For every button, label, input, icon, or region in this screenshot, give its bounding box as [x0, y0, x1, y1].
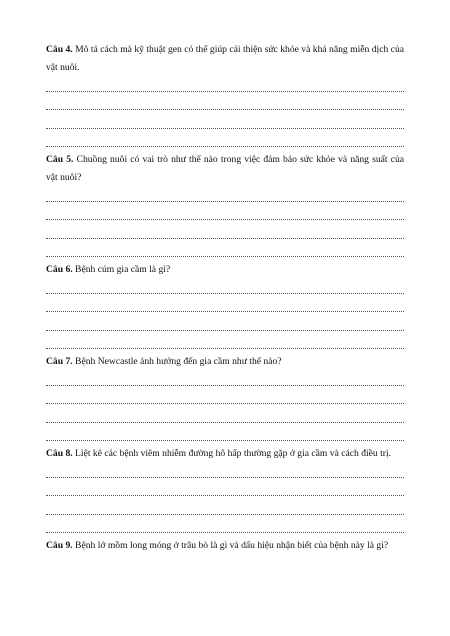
question-8-label: Câu 8. — [46, 448, 73, 459]
answer-line[interactable] — [46, 187, 404, 206]
answer-line[interactable] — [46, 77, 404, 96]
question-7-answer-area[interactable] — [46, 371, 404, 445]
question-7-label: Câu 7. — [46, 356, 73, 367]
answer-line[interactable] — [46, 390, 404, 409]
answer-line[interactable] — [46, 133, 404, 152]
answer-line[interactable] — [46, 316, 404, 335]
question-4 — [46, 41, 404, 151]
answer-line[interactable] — [46, 408, 404, 427]
question-8-answer-area[interactable] — [46, 463, 404, 537]
question-9-text — [46, 537, 404, 555]
answer-line[interactable] — [46, 114, 404, 133]
answer-line[interactable] — [46, 427, 404, 446]
question-4-label: Câu 4. — [46, 44, 73, 55]
question-7 — [46, 353, 404, 445]
answer-line[interactable] — [46, 206, 404, 225]
question-4-body: Mô tả cách mà kỹ thuật gen có thể giúp cải thiện sức khỏe và khả năng miễn dịch của vật nuôi. — [46, 44, 404, 73]
question-8 — [46, 445, 404, 537]
question-4-answer-area[interactable] — [46, 77, 404, 151]
question-9-label: Câu 9. — [46, 540, 73, 551]
question-6-text — [46, 261, 404, 279]
answer-line[interactable] — [46, 243, 404, 262]
question-8-text — [46, 445, 404, 463]
question-5-body: Chuồng nuôi có vai trò như thế nào trong việc đảm bảo sức khỏe và năng suất của vật nuôi? — [46, 154, 405, 183]
answer-line[interactable] — [46, 463, 404, 482]
answer-line[interactable] — [46, 96, 404, 115]
question-9-body: Bệnh lở mồm long móng ở trâu bò là gì và dấu hiệu nhận biết của bệnh này là gì? — [72, 540, 389, 551]
question-5-answer-area[interactable] — [46, 187, 404, 261]
question-5-label: Câu 5. — [46, 154, 74, 165]
answer-line[interactable] — [46, 519, 404, 538]
question-6-answer-area[interactable] — [46, 279, 404, 353]
answer-line[interactable] — [46, 335, 404, 354]
question-8-body: Liệt kê các bệnh viêm nhiễm đường hô hấp thường gặp ở gia cầm và cách điều trị. — [72, 448, 392, 459]
answer-line[interactable] — [46, 298, 404, 317]
answer-line[interactable] — [46, 224, 404, 243]
answer-line[interactable] — [46, 482, 404, 501]
question-6-body: Bệnh cúm gia cầm là gì? — [72, 264, 171, 275]
answer-line[interactable] — [46, 371, 404, 390]
question-9 — [46, 537, 404, 555]
question-7-body: Bệnh Newcastle ảnh hưởng đến gia cầm như thế nào? — [72, 356, 282, 367]
question-7-text — [46, 353, 404, 371]
question-5-text — [46, 151, 404, 187]
question-6-label: Câu 6. — [46, 264, 73, 275]
answer-line[interactable] — [46, 500, 404, 519]
answer-line[interactable] — [46, 279, 404, 298]
question-4-text — [46, 41, 404, 77]
question-5 — [46, 151, 404, 261]
question-6 — [46, 261, 404, 353]
